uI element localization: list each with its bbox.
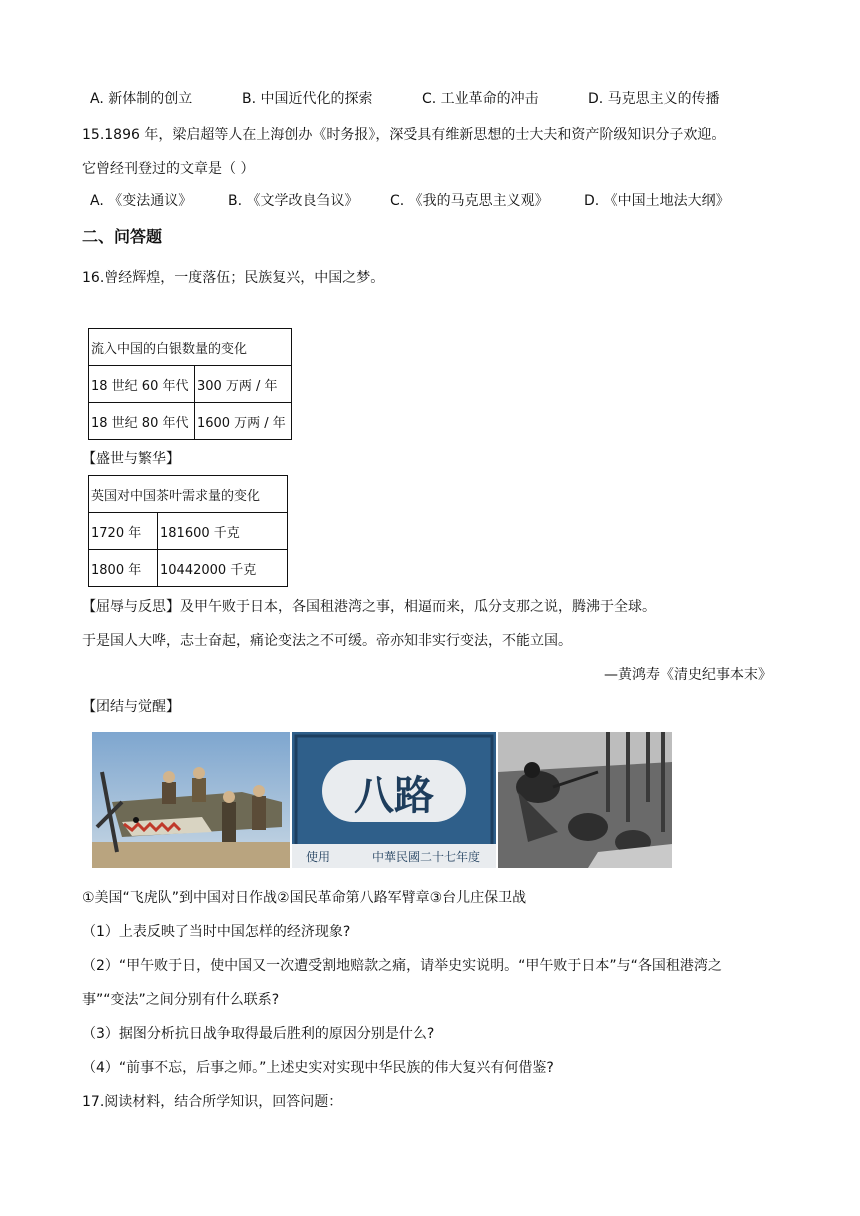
table-cell: 1720 年 — [89, 513, 158, 550]
table-header: 英国对中国茶叶需求量的变化 — [89, 476, 288, 513]
table-row — [89, 550, 288, 587]
table-cell: 18 世纪 80 年代 — [89, 403, 195, 440]
q15-stem-line2: 它曾经刊登过的文章是（ ） — [82, 161, 255, 177]
q15-option-a: A. 《变法通议》 — [90, 193, 193, 209]
humiliation-line2: 于是国人大哗，志士奋起，痛论变法之不可缓。帝亦知非实行变法，不能立国。 — [82, 633, 572, 649]
q16-intro: 16.曾经辉煌，一度落伍；民族复兴，中国之梦。 — [82, 270, 385, 286]
tea-demand-table — [88, 475, 288, 587]
image-caption: ①美国“飞虎队”到中国对日作战②国民革命第八路军臂章③台儿庄保卫战 — [82, 890, 527, 906]
q15-option-d: D. 《中国土地法大纲》 — [584, 193, 730, 209]
q15-stem-line1: 15.1896 年，梁启超等人在上海创办《时务报》，深受具有维新思想的士大夫和资产阶级知识分子欢迎。 — [82, 127, 726, 143]
table-cell: 1800 年 — [89, 550, 158, 587]
section-title: 二、问答题 — [82, 227, 163, 246]
table-cell: 10442000 千克 — [158, 550, 288, 587]
taierzhuang-battle-photo — [498, 732, 672, 868]
q15-option-c: C. 《我的马克思主义观》 — [390, 193, 549, 209]
section-label-unity: 【团结与觉醒】 — [82, 699, 180, 715]
q16-subquestion-3: （3）据图分析抗日战争取得最后胜利的原因分别是什么? — [82, 1026, 435, 1042]
table-row — [89, 403, 292, 440]
q14-options — [90, 88, 790, 110]
armband-caption-tail: 使用 — [306, 850, 331, 864]
q14-option-c: C. 工业革命的冲击 — [422, 91, 539, 107]
flying-tigers-photo — [92, 732, 290, 868]
q16-subquestion-2-cont: 事”“变法”之间分别有什么联系? — [82, 992, 280, 1008]
quote-source: —黄鸿寿《清史纪事本末》 — [604, 667, 772, 683]
table-cell: 181600 千克 — [158, 513, 288, 550]
armband-caption: 中華民國二十七年度 — [371, 850, 480, 864]
q14-option-a: A. 新体制的创立 — [90, 91, 193, 107]
table-row — [89, 513, 288, 550]
q16-subquestion-2: （2）“甲午败于日，使中国又一次遭受割地赔款之痛，请举史实说明。“甲午败于日本”与“各国租港湾之 — [82, 958, 722, 974]
q15-options — [90, 190, 790, 212]
silver-inflow-table — [88, 328, 292, 440]
q16-subquestion-1: （1）上表反映了当时中国怎样的经济现象? — [82, 924, 351, 940]
table-row — [89, 366, 292, 403]
q16-subquestion-4: （4）“前事不忘，后事之师。”上述史实对实现中华民族的伟大复兴有何借鉴? — [82, 1060, 554, 1076]
eighth-route-armband-photo — [292, 732, 496, 868]
armband-text: 八路 — [354, 772, 434, 819]
table-header: 流入中国的白银数量的变化 — [89, 329, 292, 366]
q14-option-d: D. 马克思主义的传播 — [588, 91, 720, 107]
q15-option-b: B. 《文学改良刍议》 — [228, 193, 359, 209]
table-cell: 1600 万两 / 年 — [194, 403, 291, 440]
table-cell: 18 世纪 60 年代 — [89, 366, 195, 403]
q17-intro: 17.阅读材料，结合所学知识，回答问题： — [82, 1094, 343, 1110]
q14-option-b: B. 中国近代化的探索 — [242, 91, 373, 107]
humiliation-line1: 【屈辱与反思】及甲午败于日本，各国租港湾之事，相逼而来，瓜分支那之说，腾沸于全球。 — [82, 599, 656, 615]
table-cell: 300 万两 / 年 — [194, 366, 291, 403]
section-label-prosperity: 【盛世与繁华】 — [82, 451, 180, 467]
